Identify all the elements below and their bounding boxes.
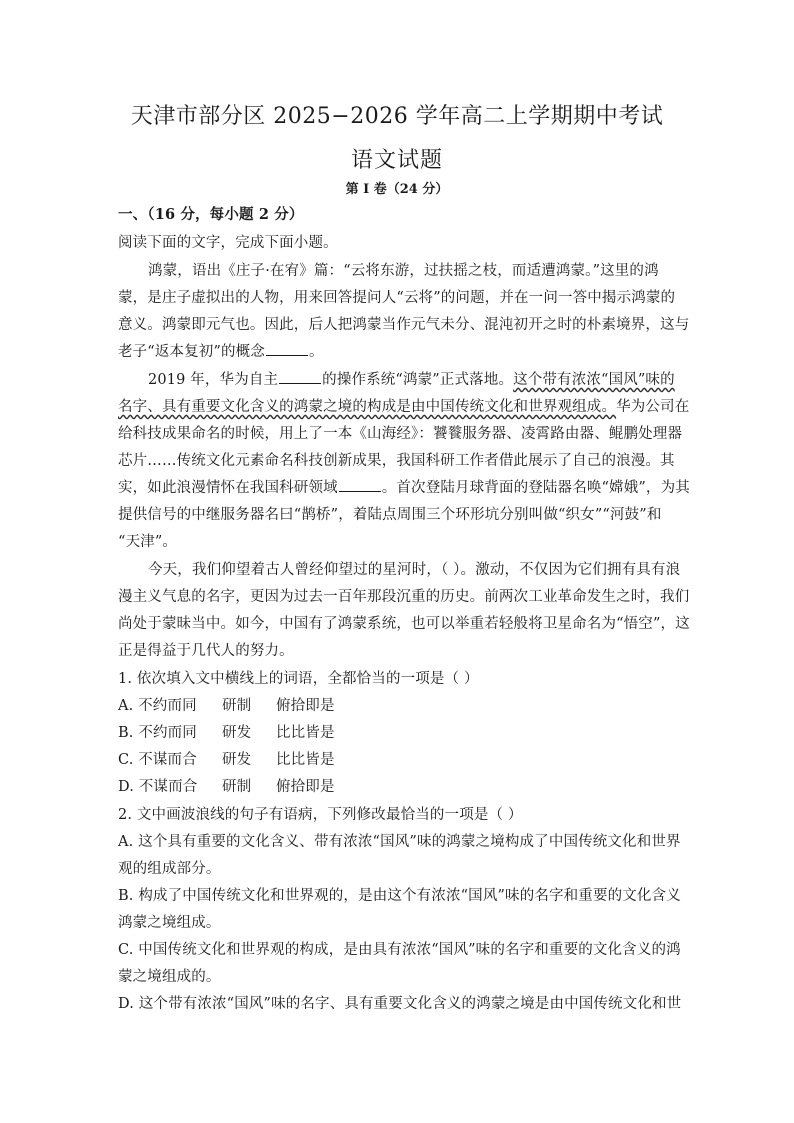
section-heading: 第 I 卷（24 分） [345,182,449,197]
wavy-underlined-sentence: 这个带有浓浓“国风”味的 [513,372,675,388]
exam-title: 天津市部分区 2025−2026 学年高二上学期期中考试 [130,104,664,129]
fill-blank [339,479,381,492]
passage-text: 华为公司在 [616,399,690,415]
question-2-stem: 2. 文中画波浪线的句子有语病，下列修改最恰当的一项是（ ） [118,807,523,823]
passage-line: 意义。鸿蒙即元气也。因此，后人把鸿蒙当作元气未分、混沌初开之时的朴素境界，这与 [118,317,690,333]
passage-text: 老子“返本复初”的概念 [118,344,265,360]
passage-line [118,342,678,362]
passage-line: 芯片……传统文化元素命名科技创新成果，我国科研工作者借此展示了自己的浪漫。其 [118,453,675,469]
question-1-option: C. 不谋而合 研发 比比皆是 [118,752,335,768]
question-2-option: B. 构成了中国传统文化和世界观的，是由这个有浓浓“国风”味的名字和重要的文化含义 [118,888,681,904]
question-2-option: 观的组成部分。 [118,861,221,877]
wavy-underlined-sentence: 名字、具有重要文化含义的鸿蒙之境的构成是由中国传统文化和世界观组成。 [118,399,617,415]
passage-text: 。 [308,344,324,360]
fill-blank [279,371,321,384]
question-1-option: D. 不谋而合 研制 俯拾即是 [118,779,335,795]
question-2-option: D. 这个带有浓浓“国风”味的名字、具有重要文化含义的鸿蒙之境是由中国传统文化和世 [118,996,682,1012]
passage-line [148,370,678,390]
passage-line [118,397,690,417]
passage-line: “天津”。 [118,534,178,550]
passage-line: 尚处于蒙昧当中。如今，中国有了鸿蒙系统，也可以举重若轻般将卫星命名为“悟空”，这 [118,616,690,632]
passage-line: 漫主义气息的名字，更因为过去一百年那段沉重的历史。前两次工业革命发生之时，我们 [118,589,690,605]
passage-line [118,478,690,498]
passage-text: 的操作系统“鸿蒙”正式落地。 [322,372,514,388]
passage-line: 蒙，是庄子虚拟出的人物，用来回答提问人“云将”的问题，并在一问一答中揭示鸿蒙的 [118,290,676,306]
question-2-option: C. 中国传统文化和世界观的构成，是由具有浓浓“国风”味的名字和重要的文化含义的鸿 [118,942,681,958]
part-heading: 一、（16 分，每小题 2 分） [118,206,304,223]
question-1-stem: 1. 依次填入文中横线上的词语，全都恰当的一项是（ ） [118,671,479,687]
question-2-option: 蒙之境组成的。 [118,969,221,985]
fill-blank [266,343,308,356]
passage-line: 给科技成果命名的时候，用上了一本《山海经》：饕餮服务器、凌霄路由器、鲲鹏处理器 [118,426,683,442]
part-instruction: 阅读下面的文字，完成下面小题。 [118,235,338,251]
passage-text: 实，如此浪漫情怀在我国科研领域 [118,480,338,496]
question-2-option: A. 这个具有重要的文化含义、带有浓浓“国风”味的鸿蒙之境构成了中国传统文化和世界 [118,834,681,850]
passage-text: 。首次登陆月球背面的登陆器名唤“嫦娥”，为其 [381,480,690,496]
passage-line: 今天，我们仰望着古人曾经仰望过的星河时，（ ）。激动，不仅因为它们拥有具有浪 [148,562,681,578]
passage-text: 2019 年，华为自主 [148,372,279,388]
passage-line: 提供信号的中继服务器名曰“鹊桥”，着陆点周围三个环形坑分别叫做“织女”“河鼓”和 [118,507,662,523]
passage-line: 正是得益于几代人的努力。 [118,643,294,659]
question-1-option: A. 不约而同 研制 俯拾即是 [118,698,335,714]
question-1-option: B. 不约而同 研发 比比皆是 [118,725,335,741]
exam-subtitle: 语文试题 [350,148,443,173]
question-2-option: 鸿蒙之境组成。 [118,915,221,931]
passage-line: 鸿蒙，语出《庄子·在宥》篇：“云将东游，过扶摇之枝，而适遭鸿蒙。”这里的鸿 [148,263,659,279]
